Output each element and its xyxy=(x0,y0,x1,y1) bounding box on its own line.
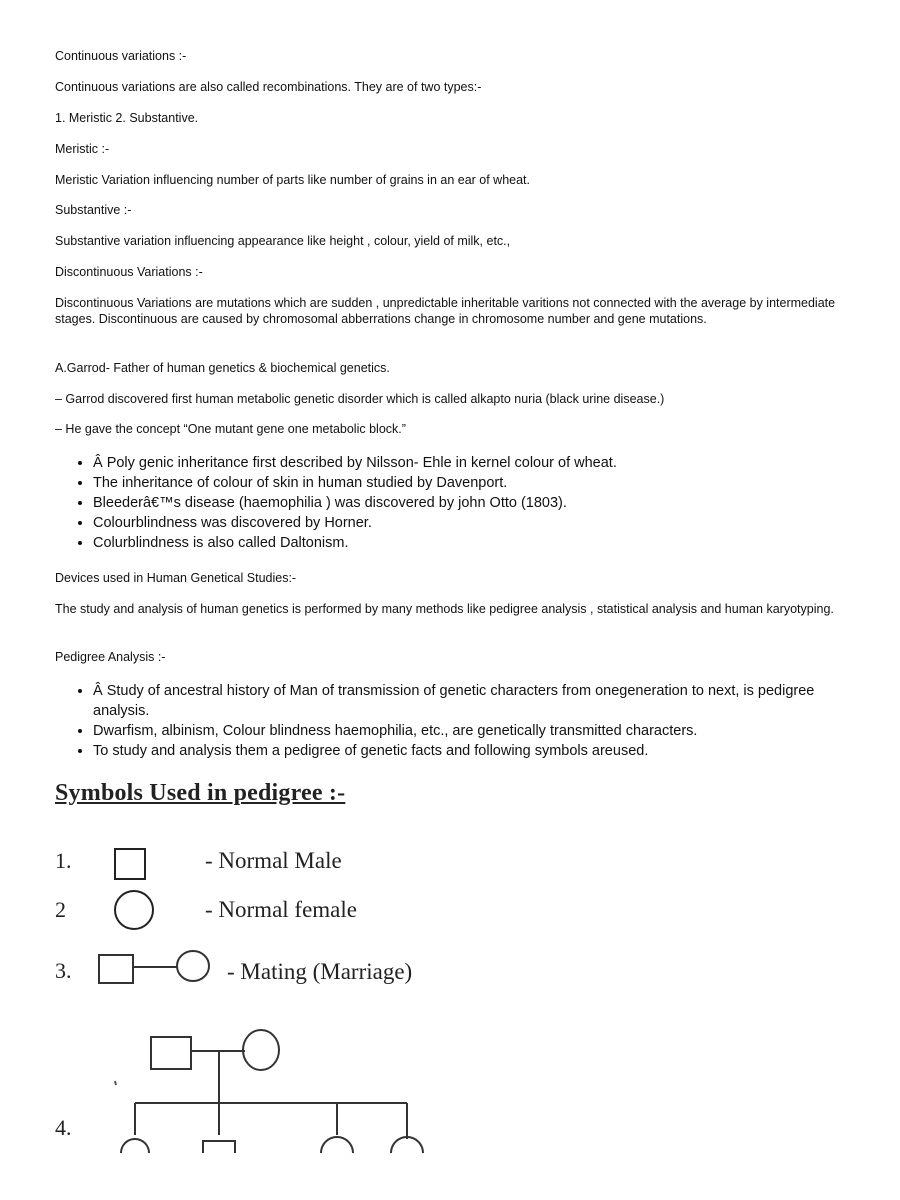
paragraph: Discontinuous Variations are mutations which are sudden , unpredictable inheritable varitions not connected with the average by intermediate stages. Discontinuous are caused by chromosomal abberrations change in chromosome number and gene mutations. xyxy=(55,296,836,326)
symbol-label: - Normal female xyxy=(205,897,357,922)
paragraph: 1. Meristic 2. Substantive. xyxy=(55,111,199,125)
row-number: 1. xyxy=(55,848,72,873)
circle-female-icon xyxy=(113,889,157,933)
figure-heading: Symbols Used in pedigree :- xyxy=(55,780,346,806)
heading-continuous-variations: Continuous variations :- xyxy=(55,49,187,63)
paragraph: Meristic Variation influencing number of parts like number of grains in an ear of wheat. xyxy=(55,173,531,187)
list-item: • Bleederâ€™s disease (haemophilia ) was discovered by john Otto (1803). xyxy=(93,493,833,513)
row-number: 2 xyxy=(55,897,66,922)
row-number: 3. xyxy=(55,958,72,983)
list-item: • Â Poly genic inheritance first described by Nilsson- Ehle in kernel colour of wheat. xyxy=(93,453,833,473)
row-number: 4. xyxy=(55,1115,72,1140)
heading-substantive: Substantive :- xyxy=(55,203,132,217)
bullet-list xyxy=(75,681,833,761)
list-item: • To study and analysis them a pedigree of genetic facts and following symbols areused. xyxy=(93,741,833,761)
paragraph: Substantive variation influencing appearance like height , colour, yield of milk, etc., xyxy=(55,234,511,248)
list-item: • The inheritance of colour of skin in human studied by Davenport. xyxy=(93,473,833,493)
list-item: • Dwarfism, albinism, Colour blindness haemophilia, etc., are genetically transmitted characters. xyxy=(93,721,833,741)
list-item: • Â Study of ancestral history of Man of transmission of genetic characters from onegeneration to next, is pedigree analysis. xyxy=(93,681,833,721)
paragraph: – He gave the concept “One mutant gene one metabolic block.” xyxy=(55,422,406,436)
paragraph: Continuous variations are also called recombinations. They are of two types:- xyxy=(55,80,482,94)
paragraph: The study and analysis of human genetics is performed by many methods like pedigree analysis , statistical analysis and human karyotyping. xyxy=(55,602,834,616)
list-item: • Colourblindness was discovered by Horner. xyxy=(93,513,833,533)
pedigree-symbols-figure xyxy=(55,775,515,1155)
heading-devices: Devices used in Human Genetical Studies:- xyxy=(55,571,297,585)
square-male-icon xyxy=(113,847,149,883)
offspring-pedigree-icon xyxy=(115,1023,495,1153)
heading-meristic: Meristic :- xyxy=(55,142,110,156)
list-item: • Colurblindness is also called Daltonism. xyxy=(93,533,833,553)
symbol-label: - Mating (Marriage) xyxy=(227,959,413,984)
symbol-label: - Normal Male xyxy=(205,848,342,873)
bullet-list xyxy=(75,453,833,553)
mating-icon xyxy=(97,949,217,989)
paragraph: A.Garrod- Father of human genetics & biochemical genetics. xyxy=(55,361,390,375)
heading-pedigree-analysis: Pedigree Analysis :- xyxy=(55,650,166,664)
heading-discontinuous-variations: Discontinuous Variations :- xyxy=(55,265,203,279)
paragraph: – Garrod discovered first human metabolic genetic disorder which is called alkapto nuria (black urine disease.) xyxy=(55,392,665,406)
